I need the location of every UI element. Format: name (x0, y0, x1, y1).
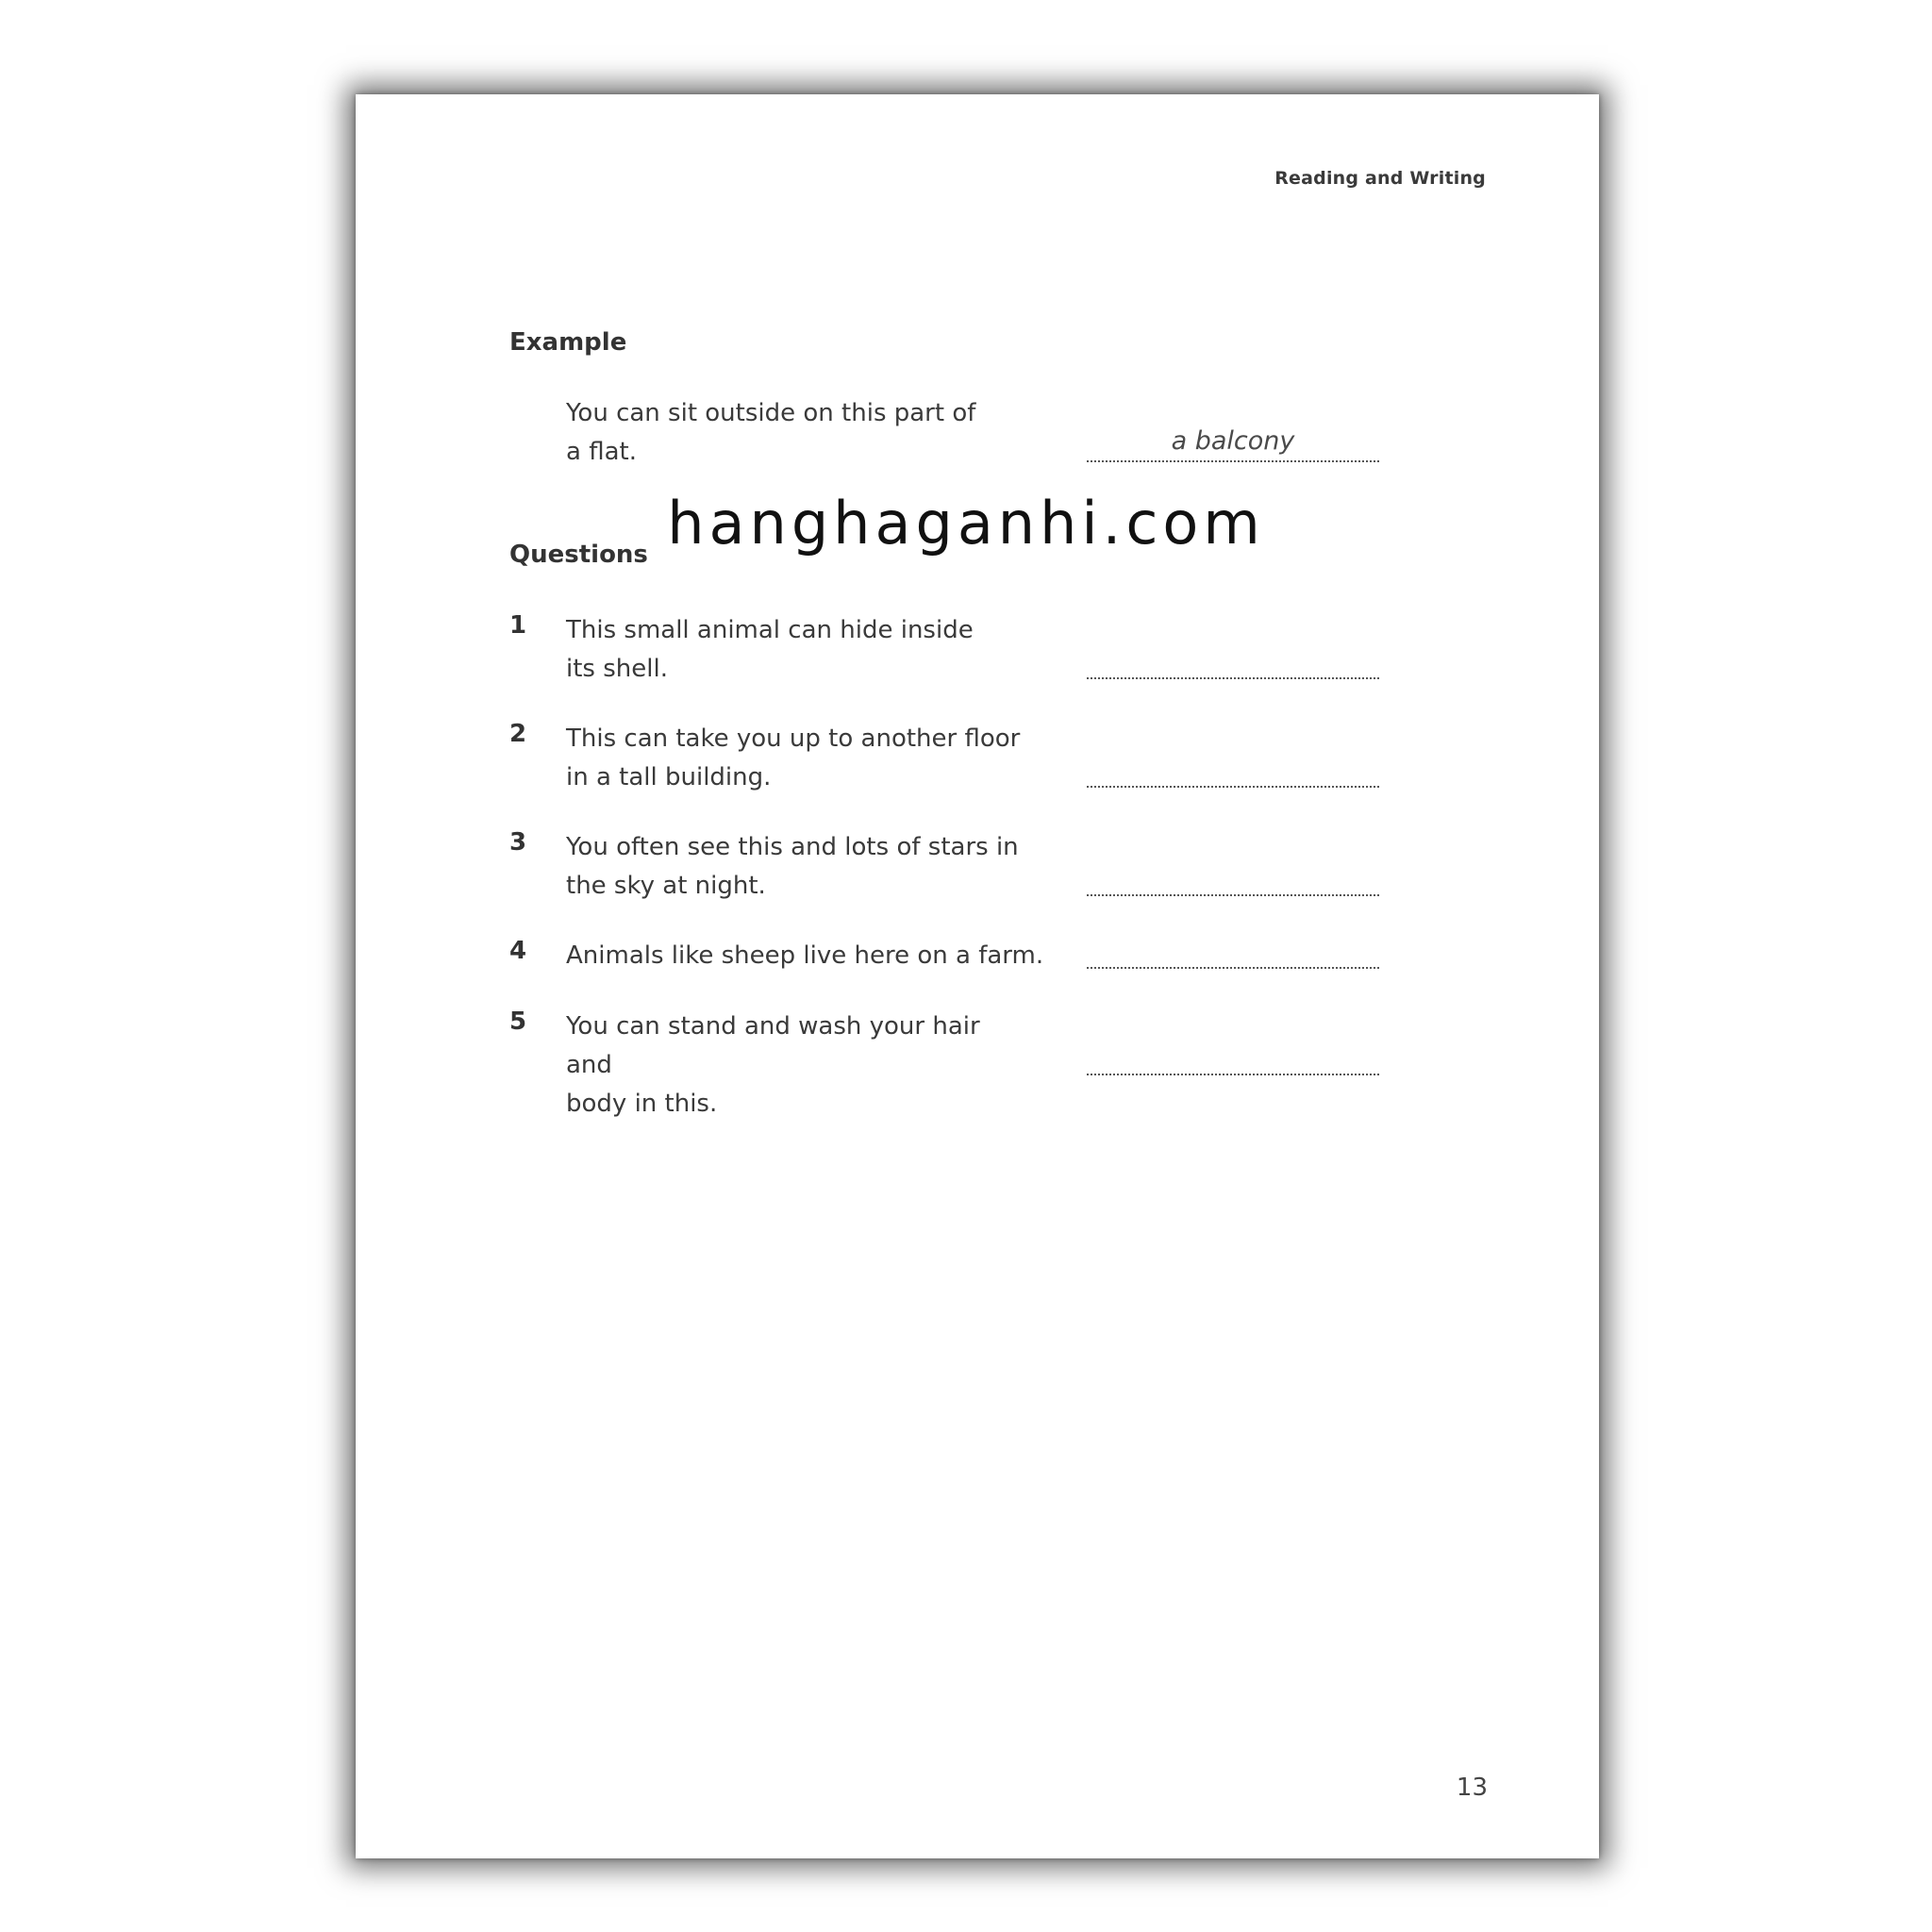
questions-heading: Questions (509, 541, 648, 569)
question-text (566, 720, 1028, 797)
question-text-line2: the sky at night. (566, 872, 766, 900)
worksheet-page (356, 94, 1599, 1858)
example-answer-line (1087, 460, 1379, 462)
question-number: 3 (509, 828, 527, 857)
question-text-line1: This small animal can hide inside (566, 616, 974, 644)
question-text-line1: This can take you up to another floor (566, 724, 1021, 753)
question-text-line2: body in this. (566, 1090, 718, 1118)
question-number: 4 (509, 937, 527, 965)
answer-line[interactable] (1087, 1074, 1379, 1075)
question-text-line2: in a tall building. (566, 763, 772, 791)
question-text-line1: You can stand and wash your hair and (566, 1012, 980, 1079)
question-text (566, 1008, 1028, 1124)
example-heading: Example (509, 328, 627, 357)
question-text (566, 937, 1057, 975)
question-text-line2: its shell. (566, 655, 668, 683)
answer-line[interactable] (1087, 894, 1379, 896)
question-text-line1: Animals like sheep live here on a farm. (566, 941, 1044, 970)
example-text-line1: You can sit outside on this part of (566, 399, 976, 427)
question-text (566, 828, 1028, 906)
question-number: 1 (509, 611, 527, 640)
page-number: 13 (1456, 1774, 1488, 1802)
question-number: 2 (509, 720, 527, 748)
example-answer: a balcony (1171, 426, 1295, 456)
answer-line[interactable] (1087, 677, 1379, 679)
example-text (566, 394, 1028, 472)
answer-line[interactable] (1087, 967, 1379, 969)
question-number: 5 (509, 1008, 527, 1036)
question-text-line1: You often see this and lots of stars in (566, 833, 1019, 861)
answer-line[interactable] (1087, 786, 1379, 788)
section-header: Reading and Writing (1274, 168, 1486, 189)
question-text (566, 611, 1028, 689)
example-text-line2: a flat. (566, 438, 637, 466)
watermark-text: hanghaganhi.com (667, 489, 1265, 558)
